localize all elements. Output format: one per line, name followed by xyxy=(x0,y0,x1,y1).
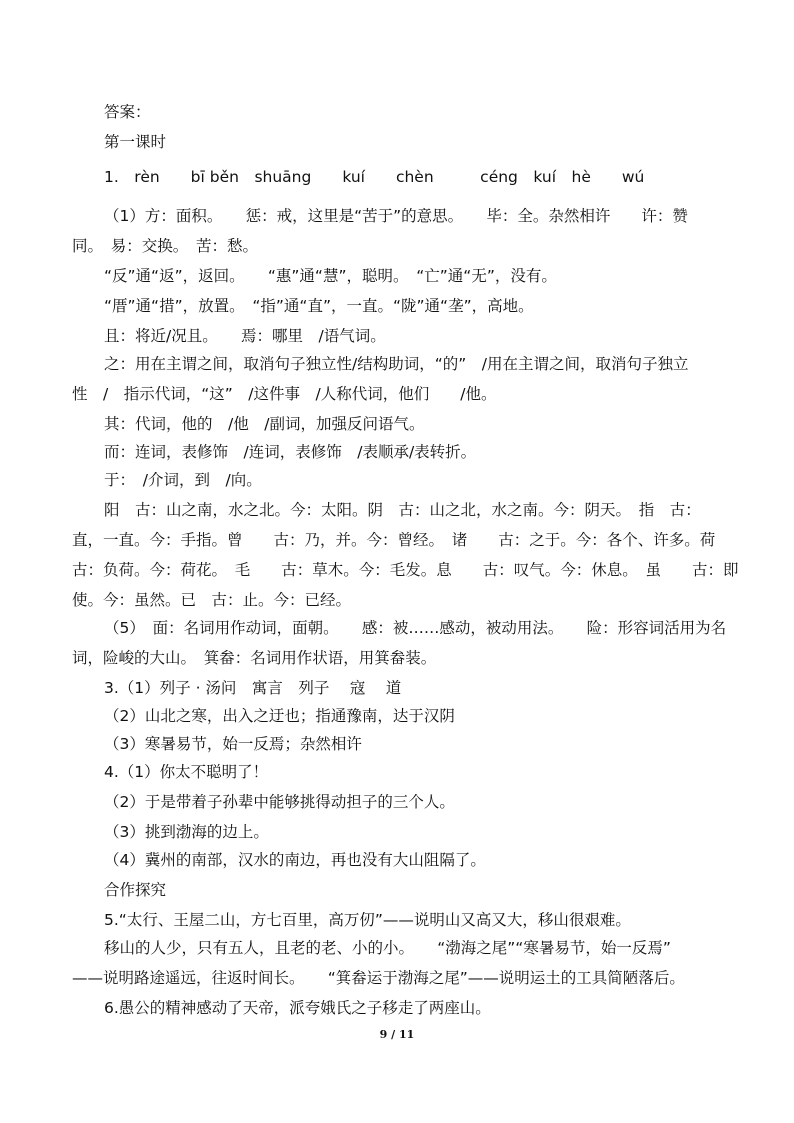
text-line: 其：代词，他的 /他 /副词，加强反问语气。 xyxy=(104,415,425,433)
text-line: （4）冀州的南部，汉水的南边，再也没有大山阻隔了。 xyxy=(104,851,486,869)
text-line: （1）方：面积。 惩：戒，这里是“苦于”的意思。 毕：全。杂然相许 许：赞 xyxy=(104,207,688,225)
section-heading: 第一课时 xyxy=(104,133,167,151)
text-line: 移山的人少，只有五人，且老的老、小的小。 “渤海之尾”“寒暑易节，始一反焉” xyxy=(104,939,671,957)
text-line: 古：负荷。今：荷花。 毛 古：草木。今：毛发。息 古：叹气。今：休息。 虽 古：即 xyxy=(72,561,739,579)
text-line: 直，一直。今：手指。曾 古：乃，并。今：曾经。 诸 古：之于。今：各个、许多。荷 xyxy=(72,531,716,549)
text-line: 而：连词，表修饰 /连词，表修饰 /表顺承/表转折。 xyxy=(104,443,477,461)
text-line: 阳 古：山之南，水之北。今：太阳。阴 古：山之北，水之南。今：阴天。 指 古： xyxy=(104,501,701,519)
page-number: 9 / 11 xyxy=(379,1028,415,1041)
text-line: 词，险峻的大山。 箕畚：名词用作状语，用箕畚装。 xyxy=(72,649,437,667)
text-line: ——说明路途遥远，往返时间长。 “箕畚运于渤海之尾”——说明运土的工具简陋落后。 xyxy=(72,969,685,987)
text-line: 之：用在主谓之间，取消句子独立性/结构助词，“的” /用在主谓之间，取消句子独立 xyxy=(104,355,689,373)
text-line: （2）于是带着子孙辈中能够挑得动担子的三个人。 xyxy=(104,793,455,811)
text-line: 且：将近/况且。 焉：哪里 /语气词。 xyxy=(104,327,386,345)
text-line: 同。 易：交换。 苦：愁。 xyxy=(72,237,259,255)
text-line: “厝”通“措”，放置。 “指”通“直”，一直。“陇”通“垄”，高地。 xyxy=(104,297,534,315)
text-line: “反”通“返”，返回。 “惠”通“慧”，聪明。 “亡”通“无”，没有。 xyxy=(104,267,557,285)
text-line: （5） 面：名词用作动词，面朝。 感：被……感动，被动用法。 险：形容词活用为名 xyxy=(104,619,727,637)
text-line: 5.“太行、王屋二山，方七百里，高万仞”——说明山又高又大，移山很艰难。 xyxy=(104,911,631,929)
text-line: （2）山北之寒，出入之迂也；指通豫南，达于汉阴 xyxy=(104,707,455,725)
text-line: （3）挑到渤海的边上。 xyxy=(104,823,269,841)
text-line: 6.愚公的精神感动了天帝，派夸娥氏之子移走了两座山。 xyxy=(104,999,491,1017)
section-heading: 合作探究 xyxy=(104,881,167,899)
text-line: 于： /介词，到 /向。 xyxy=(104,471,262,489)
pinyin-line: 1. rèn bī běn shuāng kuí chèn céng kuí hè wú xyxy=(104,168,645,186)
text-line: 4.（1）你太不聪明了！ xyxy=(104,763,269,781)
answer-heading: 答案： xyxy=(104,103,151,121)
text-line: （3）寒暑易节，始一反焉；杂然相许 xyxy=(104,735,362,753)
text-line: 性 / 指示代词，“这” /这件事 /人称代词，他们 /他。 xyxy=(72,385,497,403)
text-line: 3.（1）列子 · 汤问 寓言 列子 寇 道 xyxy=(104,679,402,697)
text-line: 使。今：虽然。已 古：止。今：已经。 xyxy=(72,591,352,609)
